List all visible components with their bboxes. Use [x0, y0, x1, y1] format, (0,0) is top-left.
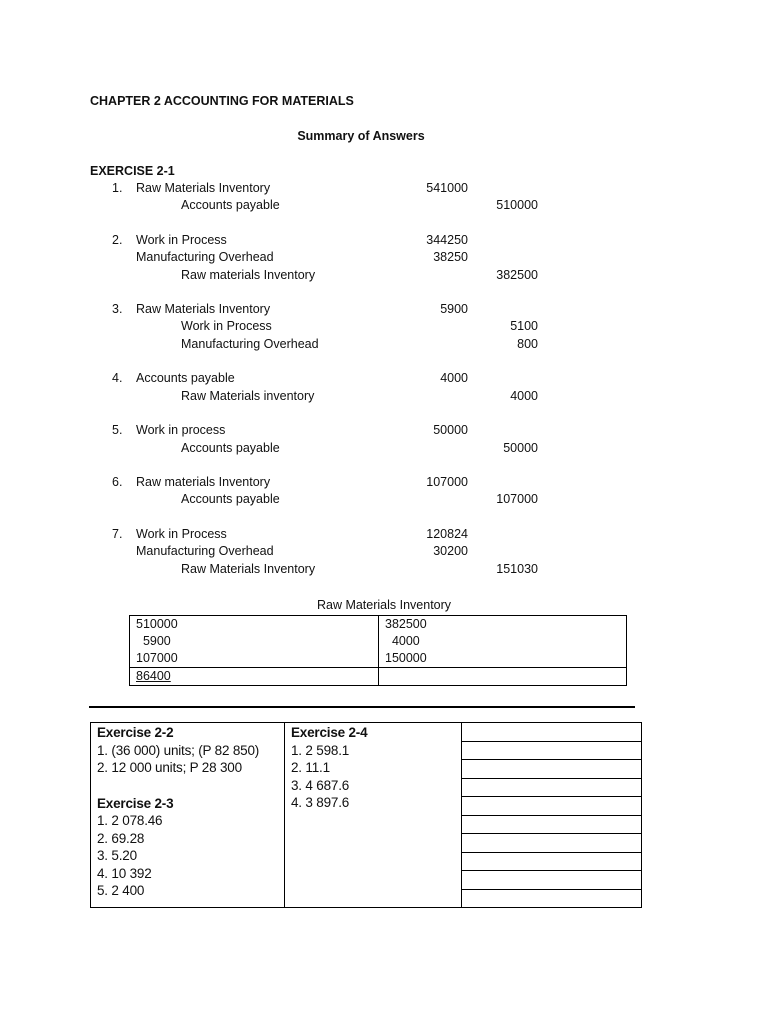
entry-number: 5. [112, 423, 123, 438]
debit-amount: 5900 [440, 302, 468, 317]
credit-account: Accounts payable [181, 440, 280, 455]
credit-amount: 107000 [496, 492, 538, 507]
debit-amount: 38250 [433, 250, 468, 265]
t-account-credit: 382500 [379, 616, 627, 634]
t-account-balance-cell [130, 668, 379, 686]
t-account-row [130, 650, 627, 668]
exercise-2-4-item: 4. 3 897.6 [291, 795, 350, 810]
answers-table [90, 722, 642, 908]
exercise-2-4-item: 1. 2 598.1 [291, 743, 350, 758]
credit-amount: 4000 [510, 388, 538, 403]
debit-account: Work in Process [136, 527, 227, 541]
entry-number: 3. [112, 302, 123, 317]
debit-account: Accounts payable [136, 371, 235, 386]
grid-line [462, 870, 641, 871]
debit-account: Raw Materials Inventory [136, 181, 271, 195]
grid-line [462, 833, 641, 834]
entry-number: 2. [112, 232, 123, 247]
credit-account: Accounts payable [181, 492, 280, 507]
debit-account: Manufacturing Overhead [136, 544, 274, 559]
t-account-title: Raw Materials Inventory [316, 598, 452, 612]
answers-column-2 [285, 723, 462, 907]
t-account-debit: 5900 [130, 633, 379, 650]
debit-amount: 50000 [433, 423, 468, 438]
credit-amount: 800 [517, 336, 538, 351]
page-subtitle: Summary of Answers [297, 129, 425, 143]
chapter-title: CHAPTER 2 ACCOUNTING FOR MATERIALS [90, 94, 354, 108]
grid-line [462, 741, 641, 742]
credit-amount: 382500 [496, 267, 538, 282]
t-account-credit: 4000 [379, 633, 627, 650]
credit-account: Raw materials Inventory [181, 267, 316, 282]
t-account-row [130, 633, 627, 650]
exercise-2-3-heading: Exercise 2-3 [97, 796, 174, 811]
entry-number: 1. [112, 181, 123, 195]
grid-line [462, 889, 641, 890]
credit-amount: 50000 [503, 440, 538, 455]
credit-amount: 5100 [510, 319, 538, 334]
t-account-credit: 150000 [379, 650, 627, 668]
credit-account: Raw Materials Inventory [181, 561, 316, 576]
answers-column-1 [91, 723, 285, 907]
debit-account: Manufacturing Overhead [136, 250, 274, 265]
t-account-debit: 107000 [130, 650, 379, 668]
exercise-2-2-heading: Exercise 2-2 [97, 725, 174, 740]
exercise-2-3-item: 2. 69.28 [97, 831, 145, 846]
grid-line [462, 778, 641, 779]
exercise-2-2-item: 1. (36 000) units; (P 82 850) [97, 743, 260, 758]
debit-amount: 107000 [426, 475, 468, 490]
t-account-balance-row [130, 668, 627, 686]
t-account-empty-cell [379, 668, 627, 686]
t-account-debit: 510000 [130, 616, 379, 634]
credit-amount: 151030 [496, 561, 538, 576]
exercise-2-3-item: 1. 2 078.46 [97, 813, 163, 828]
exercise-2-4-heading: Exercise 2-4 [291, 725, 368, 740]
grid-line [462, 815, 641, 816]
credit-account: Accounts payable [181, 198, 280, 213]
exercise-2-4-item: 3. 4 687.6 [291, 778, 350, 793]
exercise-2-3-item: 5. 2 400 [97, 883, 145, 898]
entry-number: 7. [112, 527, 123, 541]
debit-amount: 4000 [440, 371, 468, 386]
debit-account: Raw materials Inventory [136, 475, 271, 490]
answers-column-3 [462, 723, 641, 907]
debit-account: Work in process [136, 423, 226, 438]
credit-account: Work in Process [181, 319, 272, 334]
entry-number: 4. [112, 371, 123, 386]
section-divider [89, 706, 635, 708]
grid-line [462, 852, 641, 853]
t-account-balance: 86400 [136, 669, 171, 683]
credit-account: Raw Materials inventory [181, 388, 315, 403]
debit-amount: 344250 [426, 232, 468, 247]
entry-number: 6. [112, 475, 123, 490]
exercise-2-1-heading: EXERCISE 2-1 [90, 164, 175, 178]
t-account-table [129, 615, 627, 686]
debit-amount: 30200 [433, 544, 468, 559]
exercise-2-2-item: 2. 12 000 units; P 28 300 [97, 760, 242, 775]
grid-line [462, 796, 641, 797]
exercise-2-3-item: 3. 5.20 [97, 848, 137, 863]
debit-amount: 541000 [426, 181, 468, 195]
grid-line [462, 759, 641, 760]
t-account-row [130, 616, 627, 634]
credit-amount: 510000 [496, 198, 538, 213]
debit-account: Work in Process [136, 232, 227, 247]
exercise-2-4-item: 2. 11.1 [291, 760, 330, 775]
credit-account: Manufacturing Overhead [181, 336, 319, 351]
exercise-2-3-item: 4. 10 392 [97, 866, 152, 881]
debit-account: Raw Materials Inventory [136, 302, 271, 317]
debit-amount: 120824 [426, 527, 468, 541]
